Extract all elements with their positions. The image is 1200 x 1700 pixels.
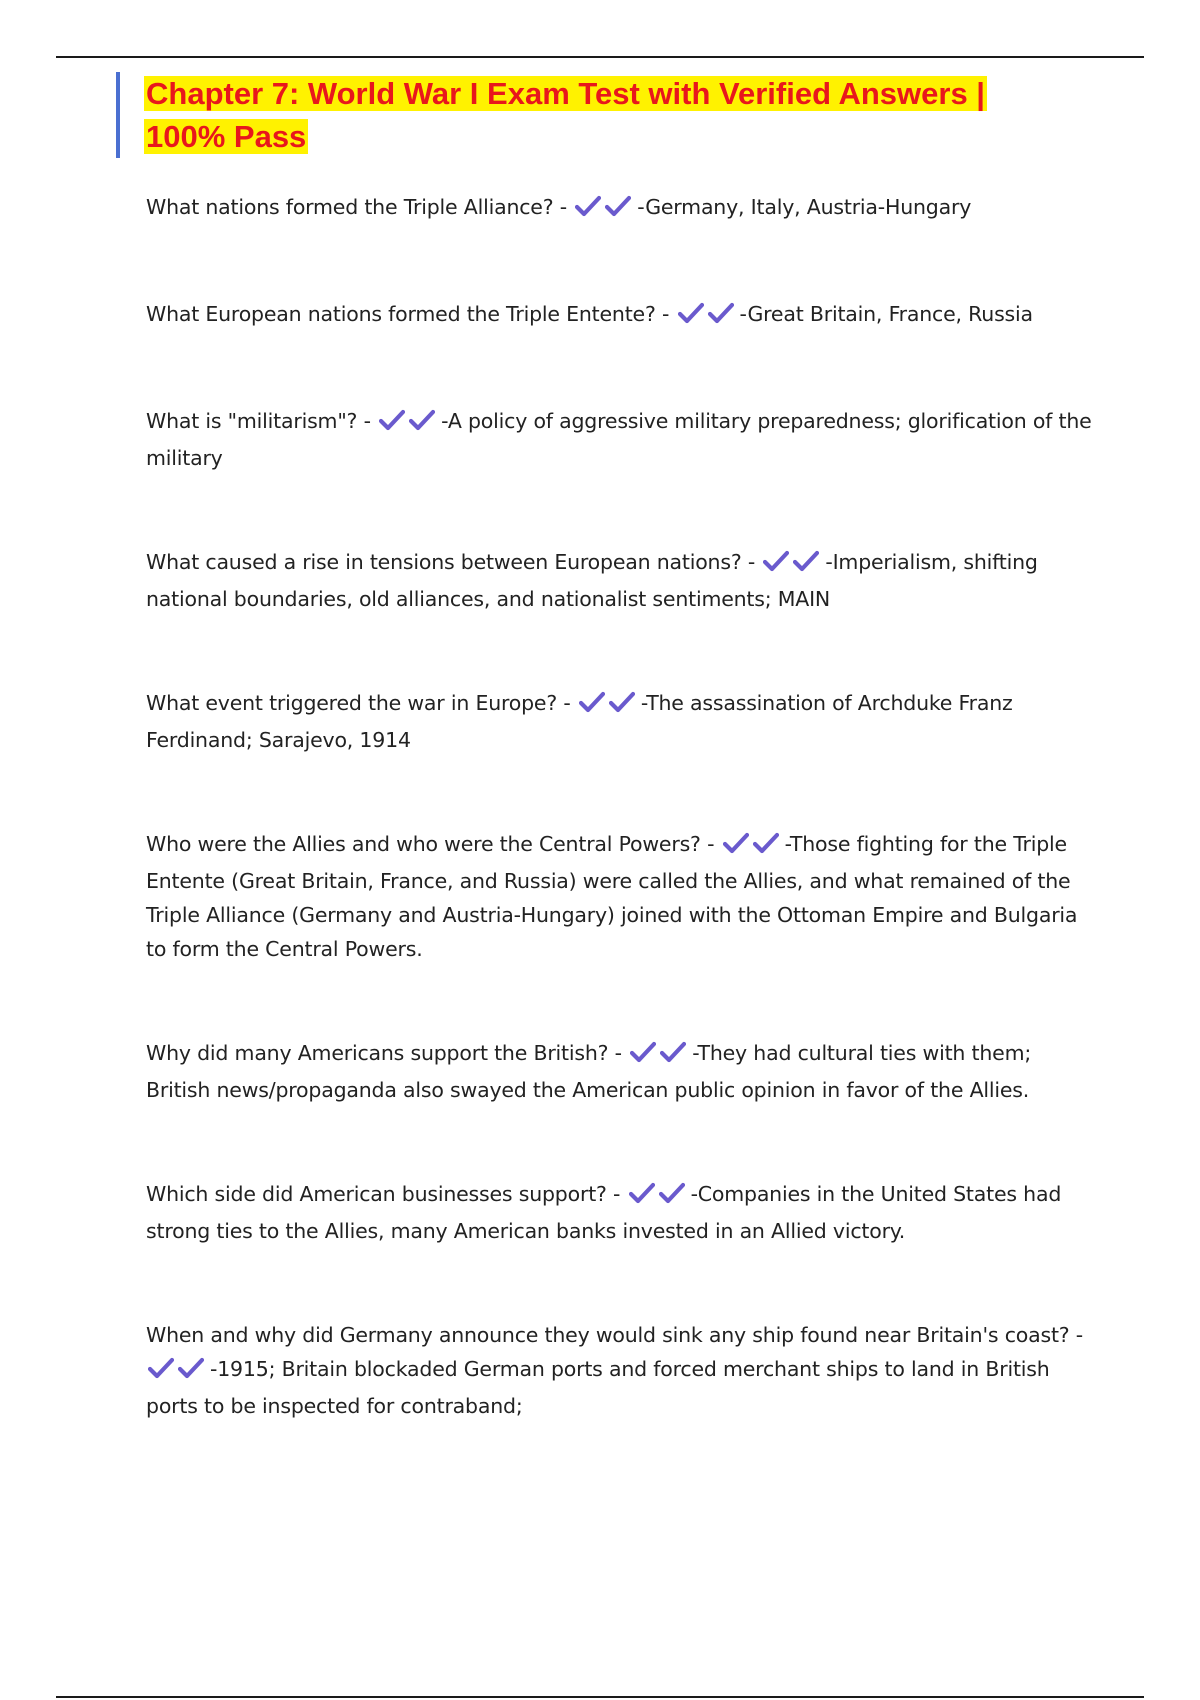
- qa-item: [146, 1177, 1096, 1248]
- verified-checks: [629, 1180, 689, 1214]
- question-text: What nations formed the Triple Alliance?: [146, 195, 554, 219]
- question-text: Who were the Allies and who were the Central Powers?: [146, 832, 701, 856]
- verified-checks: [579, 689, 639, 723]
- answer-text: -The assassination of Archduke Franz Ferdinand; Sarajevo, 1914: [146, 691, 1013, 752]
- verified-checks: [723, 830, 783, 864]
- check-mark-icon: [753, 832, 779, 854]
- answer-text: -1915; Britain blockaded German ports and forced merchant ships to land in British ports to be inspected for contraband;: [146, 1357, 1050, 1418]
- check-mark-icon: [630, 1041, 656, 1063]
- check-mark-icon: [379, 409, 405, 431]
- bottom-rule: [56, 1696, 1144, 1698]
- check-mark-icon: [763, 550, 789, 572]
- qa-list: [146, 190, 1096, 1423]
- answer-text: -Germany, Italy, Austria-Hungary: [637, 195, 972, 219]
- answer-text: -Companies in the United States had strong ties to the Allies, many American banks invested in an Allied victory.: [146, 1182, 1062, 1243]
- check-mark-icon: [629, 1182, 655, 1204]
- separator: -: [661, 302, 670, 326]
- check-mark-icon: [659, 1182, 685, 1204]
- check-mark-icon: [178, 1357, 204, 1379]
- separator: -: [563, 691, 571, 715]
- title-line-2: 100% Pass: [146, 119, 307, 154]
- qa-item: [146, 404, 1096, 475]
- check-mark-icon: [148, 1357, 174, 1379]
- verified-checks: [630, 1039, 690, 1073]
- check-mark-icon: [409, 409, 435, 431]
- qa-item: [146, 545, 1096, 616]
- check-mark-icon: [605, 195, 631, 217]
- qa-item: [146, 827, 1096, 966]
- page-title: [144, 72, 1104, 158]
- top-rule: [56, 56, 1144, 58]
- separator: -: [707, 832, 715, 856]
- question-text: What is "militarism"?: [146, 409, 358, 433]
- verified-checks: [678, 300, 738, 334]
- separator: -: [1075, 1323, 1083, 1347]
- verified-checks: [575, 193, 635, 227]
- qa-item: [146, 1318, 1096, 1423]
- check-mark-icon: [660, 1041, 686, 1063]
- check-mark-icon: [723, 832, 749, 854]
- separator: -: [363, 409, 371, 433]
- separator: -: [614, 1041, 622, 1065]
- verified-checks: [763, 548, 823, 582]
- answer-text: -They had cultural ties with them; British news/propaganda also swayed the American public opinion in favor of the Allies.: [146, 1041, 1032, 1102]
- check-mark-icon: [579, 691, 605, 713]
- qa-item: [146, 190, 1096, 227]
- separator: -: [559, 195, 567, 219]
- title-line-1: Chapter 7: World War I Exam Test with Verified Answers |: [146, 76, 985, 111]
- qa-item: [146, 686, 1096, 757]
- verified-checks: [379, 407, 439, 441]
- check-mark-icon: [708, 302, 734, 324]
- separator: -: [613, 1182, 621, 1206]
- question-text: When and why did Germany announce they would sink any ship found near Britain's coast?: [146, 1323, 1070, 1347]
- question-text: What European nations formed the Triple Entente?: [146, 302, 656, 326]
- answer-text: -A policy of aggressive military preparedness; glorification of the military: [146, 409, 1092, 470]
- answer-text: -Those fighting for the Triple Entente (Great Britain, France, and Russia) were called the Allies, and what remained of the Triple Alliance (Germany and Austria-Hungary) joined with the Ottoman Empire and Bulgaria to form the Central Powers.: [146, 832, 1078, 961]
- question-text: Why did many Americans support the British?: [146, 1041, 609, 1065]
- answer-text: -Imperialism, shifting national boundaries, old alliances, and nationalist sentiments; MAIN: [146, 550, 1038, 611]
- check-mark-icon: [678, 302, 704, 324]
- check-mark-icon: [609, 691, 635, 713]
- qa-item: [146, 1036, 1096, 1107]
- question-text: Which side did American businesses support?: [146, 1182, 607, 1206]
- title-block: [116, 72, 1104, 158]
- answer-text: -Great Britain, France, Russia: [739, 302, 1033, 326]
- qa-item: [146, 297, 1096, 334]
- check-mark-icon: [575, 195, 601, 217]
- separator: -: [747, 550, 756, 574]
- check-mark-icon: [793, 550, 819, 572]
- verified-checks: [148, 1355, 208, 1389]
- question-text: What caused a rise in tensions between European nations?: [146, 550, 742, 574]
- question-text: What event triggered the war in Europe?: [146, 691, 558, 715]
